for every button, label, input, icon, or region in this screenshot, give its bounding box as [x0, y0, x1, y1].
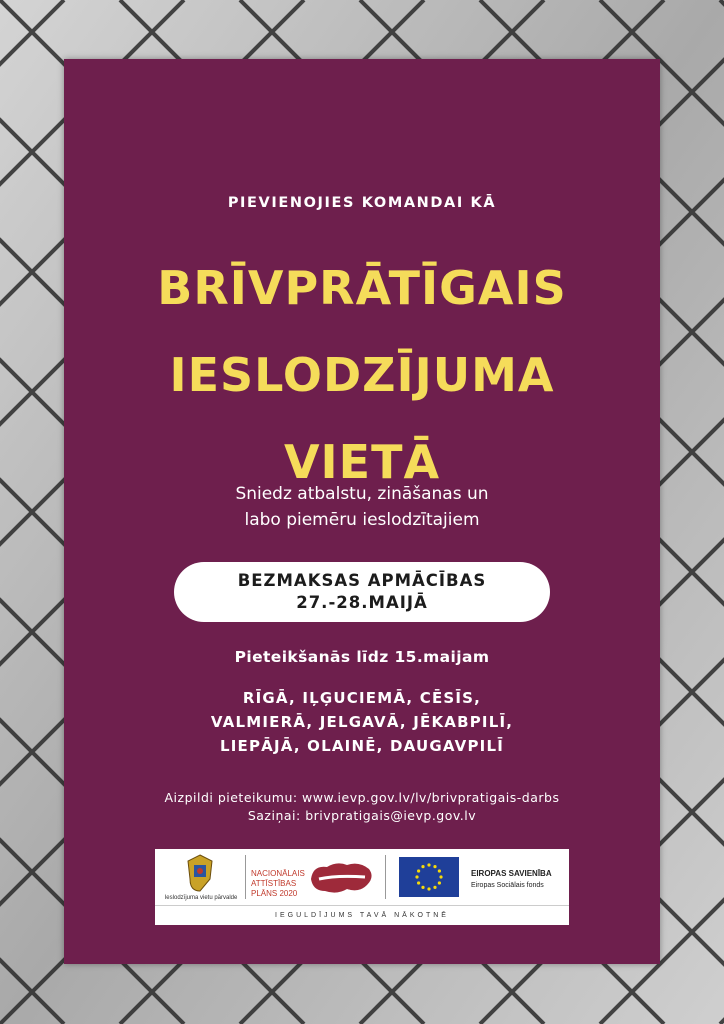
headline [64, 245, 660, 506]
training-title: BEZMAKSAS APMĀCĪBAS [237, 571, 487, 590]
application-link[interactable]: Aizpildi pieteikumu: www.ievp.gov.lv/lv/brivpratigais-darbs [164, 790, 560, 805]
cities-list [64, 686, 660, 758]
ievp-coat-of-arms-icon [185, 853, 215, 893]
headline-line-2: IESLODZĪJUMA [169, 348, 555, 402]
sponsor-logos-strip [155, 849, 569, 925]
nap-line-1: NACIONĀLAIS [251, 869, 305, 878]
headline-line-3: VIETĀ [283, 435, 441, 489]
headline-line-1: BRĪVPRĀTĪGAIS [157, 261, 567, 315]
subtitle-line-1: Sniedz atbalstu, zināšanas un [235, 484, 489, 504]
deadline-text: Pieteikšanās līdz 15.maijam [234, 648, 490, 666]
subtitle [64, 481, 660, 533]
ievp-label: Ieslodzījuma vietu pārvalde [164, 895, 238, 901]
eu-title: EIROPAS SAVIENĪBA [471, 869, 552, 878]
tagline: IEGULDĪJUMS TAVĀ NĀKOTNĒ [155, 905, 569, 926]
cities-line-3: LIEPĀJĀ, OLAINĒ, DAUGAVPILĪ [219, 737, 504, 755]
nap-line-3: PLĀNS 2020 [251, 889, 298, 898]
cities-line-2: VALMIERĀ, JELGAVĀ, JĒKABPILĪ, [210, 713, 514, 731]
contact-info [64, 789, 660, 825]
logo-divider-1 [245, 855, 246, 899]
logo-divider-2 [385, 855, 386, 899]
poster-panel [64, 59, 660, 964]
eu-subtitle: Eiropas Sociālais fonds [471, 882, 544, 889]
latvia-map-icon [307, 857, 377, 899]
cities-line-1: RĪGĀ, IĻĢUCIEMĀ, CĒSĪS, [242, 689, 482, 707]
nap-logo-text [251, 869, 305, 899]
training-dates: 27.-28.MAIJĀ [296, 593, 428, 612]
subtitle-line-2: labo piemēru ieslodzītajiem [244, 510, 480, 530]
kicker-text: PIEVIENOJIES KOMANDAI KĀ [227, 195, 497, 211]
nap-line-2: ATTĪSTĪBAS [251, 879, 297, 888]
eu-flag-icon [399, 857, 459, 897]
training-badge [174, 562, 550, 622]
contact-email[interactable]: Saziņai: brivpratigais@ievp.gov.lv [247, 808, 477, 823]
